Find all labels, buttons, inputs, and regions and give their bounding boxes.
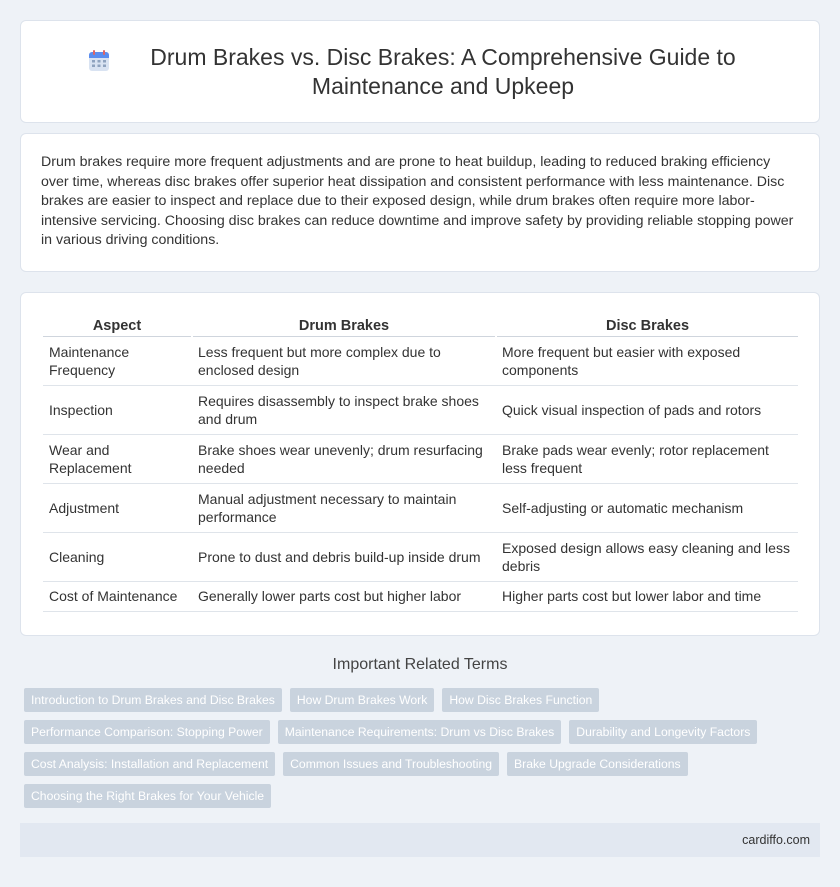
table-cell-drum: Less frequent but more complex due to enclosed design xyxy=(192,336,496,385)
related-term-tag[interactable]: Introduction to Drum Brakes and Disc Brakes xyxy=(24,688,282,712)
tag-row xyxy=(24,688,814,712)
table-row xyxy=(43,483,798,532)
table-row xyxy=(43,581,798,611)
related-term-tag[interactable]: Common Issues and Troubleshooting xyxy=(283,752,499,776)
related-terms-tags xyxy=(24,688,814,816)
table-cell-disc: Exposed design allows easy cleaning and less debris xyxy=(496,532,798,581)
header-aspect: Aspect xyxy=(43,315,192,336)
summary-text: Drum brakes require more frequent adjustments and are prone to heat buildup, leading to reduced braking efficiency over time, whereas disc brakes offer superior heat dissipation and consistent performance with less maintenance. Disc brakes are easier to inspect and replace due to their exposed design, while drum brakes often require more labor-intensive servicing. Choosing disc brakes can reduce downtime and improve safety by providing reliable stopping power in various driving conditions. xyxy=(41,154,794,249)
table-cell-disc: Higher parts cost but lower labor and time xyxy=(496,581,798,611)
table-row xyxy=(43,532,798,581)
related-term-tag[interactable]: Maintenance Requirements: Drum vs Disc Brakes xyxy=(278,720,562,744)
table-cell-drum: Manual adjustment necessary to maintain performance xyxy=(192,483,496,532)
table-card xyxy=(20,292,820,636)
header-drum-brakes: Drum Brakes xyxy=(192,315,496,336)
related-term-tag[interactable]: Durability and Longevity Factors xyxy=(569,720,757,744)
related-term-tag[interactable]: Choosing the Right Brakes for Your Vehicle xyxy=(24,784,271,808)
related-terms-heading: Important Related Terms xyxy=(332,656,508,673)
table-cell-disc: More frequent but easier with exposed components xyxy=(496,336,798,385)
title-wrap xyxy=(80,43,760,101)
tag-row xyxy=(24,752,814,776)
table-cell-aspect: Maintenance Frequency xyxy=(43,336,192,385)
table-cell-drum: Requires disassembly to inspect brake shoes and drum xyxy=(192,385,496,434)
table-cell-aspect: Adjustment xyxy=(43,483,192,532)
table-cell-drum: Brake shoes wear unevenly; drum resurfacing needed xyxy=(192,434,496,483)
related-term-tag[interactable]: Brake Upgrade Considerations xyxy=(507,752,688,776)
summary-card xyxy=(20,133,820,272)
table-cell-aspect: Inspection xyxy=(43,385,192,434)
table-cell-aspect: Cost of Maintenance xyxy=(43,581,192,611)
title-card xyxy=(20,20,820,123)
table-cell-drum: Prone to dust and debris build-up inside drum xyxy=(192,532,496,581)
tag-row xyxy=(24,720,814,744)
related-term-tag[interactable]: How Drum Brakes Work xyxy=(290,688,434,712)
related-term-tag[interactable]: Performance Comparison: Stopping Power xyxy=(24,720,270,744)
table-cell-aspect: Wear and Replacement xyxy=(43,434,192,483)
table-row xyxy=(43,434,798,483)
comparison-table xyxy=(43,315,798,612)
page-title: Drum Brakes vs. Disc Brakes: A Comprehensive Guide to Maintenance and Upkeep xyxy=(150,43,736,99)
table-cell-aspect: Cleaning xyxy=(43,532,192,581)
table-cell-drum: Generally lower parts cost but higher labor xyxy=(192,581,496,611)
tag-row xyxy=(24,784,814,808)
footer xyxy=(20,823,820,857)
table-row xyxy=(43,385,798,434)
header-disc-brakes: Disc Brakes xyxy=(496,315,798,336)
table-header-row xyxy=(43,315,798,336)
calendar-icon xyxy=(87,49,111,73)
related-term-tag[interactable]: How Disc Brakes Function xyxy=(442,688,599,712)
table-cell-disc: Quick visual inspection of pads and rotors xyxy=(496,385,798,434)
footer-site-link[interactable]: cardiffo.com xyxy=(742,833,810,847)
table-row xyxy=(43,336,798,385)
related-term-tag[interactable]: Cost Analysis: Installation and Replacement xyxy=(24,752,275,776)
table-cell-disc: Brake pads wear evenly; rotor replacement less frequent xyxy=(496,434,798,483)
table-cell-disc: Self-adjusting or automatic mechanism xyxy=(496,483,798,532)
